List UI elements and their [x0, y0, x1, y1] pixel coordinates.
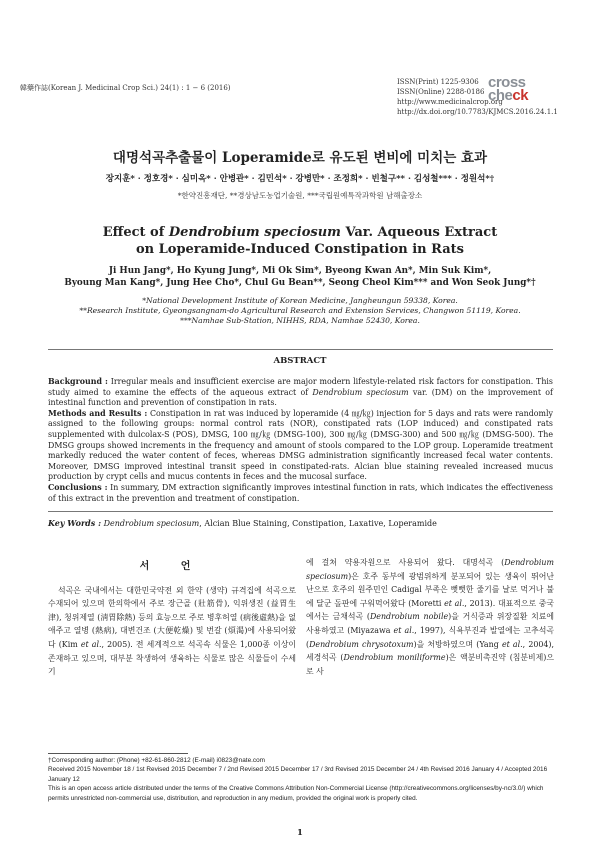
english-authors: Ji Hun Jang*, Ho Kyung Jung*, Mi Ok Sim*, Byeong Kwan An*, Min Suk Kim*, Byoung Man Kang*, Jung Hee Cho*, Chul Gu Bean**, Seong Cheol Kim*** and Won Seok Jung*†: [64, 266, 536, 288]
footnote-rule: [48, 753, 188, 754]
corresponding-author: †Corresponding author: (Phone) +82-61-860-2812 (E-mail) i0823@nate.com: [48, 757, 265, 764]
abstract-body: [48, 377, 553, 504]
intro-left-column: [48, 556, 296, 679]
english-affiliations: *National Development Institute of Korean Medicine, Jangheungun 59338, Korea. **Research Institute, Gyeongsangnam-do Agricultural Research and Extension Services, Changwon 51119, Korea. ***Namhae Sub-Station, NIHHS, RDA, Namhae 52430, Korea.: [79, 296, 521, 325]
issn-online: ISSN(Online) 2288-0186: [397, 88, 485, 96]
divider-top: [48, 349, 553, 350]
korean-authors: 장지훈* · 정호경* · 심미옥* · 안병관* · 김민석* · 강병만* · 조정희* · 빈철구** · 김성철*** · 정원석*†: [105, 174, 495, 184]
keywords: Key Words : Dendrobium speciosum, Alcian Blue Staining, Constipation, Laxative, Loperamide: [48, 518, 437, 528]
journal-url[interactable]: http://www.medicinalcrop.org: [397, 98, 503, 106]
logo-line2: check: [488, 87, 529, 104]
divider-bottom: [48, 511, 553, 512]
english-title: Effect of Dendrobium speciosum Var. Aqueous Extract on Loperamide-Induced Constipation in Rats: [102, 225, 498, 257]
intro-left-paragraph: 석곡은 국내에서는 대한민국약전 외 한약 (생약) 규격집에 석곡으로 수재되어 있으며 한의학에서 주로 장근골 (壯筋骨), 익위생진 (益胃生津), 청위제열 (淸胃除熱) 등의 효능으로 주로 병후허열 (病後虛熱)을 없애주고 열병 (熱病), 대변건조 (大便乾燥) 및 번갈 (煩渴)에 사용되어왔다 (Kim et al., 2005). 전 세계적으로 석곡속 식물은 1,000종 이상이 존재하고 있으며, 대부분 착생하여 생육하는 식물로 많은 식물들이 수세기: [48, 585, 297, 677]
species-name: Dendrobium speciosum: [168, 225, 341, 240]
abstract-methods: Methods and Results : Constipation in rat was induced by loperamide (4 ㎎/㎏) injection for 5 days and rats were randomly assigned to the following groups: normal control rats (NOR), constipated rats (LOP induced) and constipated rats supplemented with dulcolax-S (POS), DMSG, 100 ㎎/㎏ (DMSG-100), 300 ㎎/㎏ (DMSG-300) and 500 ㎎/㎏ (DMSG-500). The DMSG groups showed increments in the frequency and amount of stools compared to the LOP group. Loperamide treatment markedly reduced the water content of feces, whereas DMSG administration significantly increased fecal water contents. Moreover, DMSG improved intestinal transit speed in constipated-rats. Alcian blue staining revealed increased mucus production by crypt cells and mucus contents in feces and the mucosal surface.: [48, 408, 553, 482]
issn-print: ISSN(Print) 1225-9306: [397, 78, 479, 86]
abstract-conclusions: Conclusions : In summary, DM extraction significantly improves intestinal function in rats, which indicates the effectiveness of this extract in the prevention and treatment of constipation.: [48, 482, 553, 503]
footnote: [48, 756, 553, 803]
license-text: This is an open access article distributed under the terms of the Creative Commons Attribution Non-Commercial License (http://creativecommons.org/licenses/by-nc/3.0/) which permits unrestricted non-commercial use, distribution, and reproduction in any medium, provided the original work is properly cited.: [48, 785, 544, 802]
abstract-background: Background : Irregular meals and insufficient exercise are major modern lifestyle-related risk factors for constipation. This study aimed to examine the effects of the aqueous extract of Dendrobium speciosum var. (DM) on the improvement of intestinal function and prevention of constipation in rats.: [48, 377, 553, 408]
journal-citation: 韓藥作誌(Korean J. Medicinal Crop Sci.) 24(1) : 1 − 6 (2016): [20, 84, 231, 92]
page-number: 1: [297, 828, 303, 838]
intro-right-paragraph: 에 걸쳐 약용자원으로 사용되어 왔다. 대명석곡 (Dendrobium speciosum)은 호주 동부에 광범위하게 분포되어 있는 생육이 뛰어난 난으로 호주의 원주민인 Cadigal 부족은 뻣뻣한 줄기를 날로 먹거나 불에 달군 돌판에 구워먹어왔다 (Moretti et al., 2013). 대표적으로 중국에서는 금채석곡 (Dendrobium nobile)을 거식증과 위장질환 치료에 사용하였고 (Miyazawa et al., 1997), 식욕부진과 발열에는 고추석곡 (Dendrobium chrysotoxum)을 처방하였으며 (Yang et al., 2004), 세경석곡 (Dendrobium moniliforme)은 액분비촉진약 (침분비제)으로 사: [306, 558, 555, 676]
intro-heading: 서 언: [139, 561, 205, 572]
korean-title: 대명석곡추출물이 Loperamide로 유도된 변비에 미치는 효과: [112, 150, 488, 166]
crossmark-logo[interactable]: [488, 76, 578, 104]
received-dates: Received 2015 November 18 / 1st Revised 2015 December 7 / 2nd Revised 2015 December 17 / 3rd Revised 2015 December 24 / 4th Revised 2016 January 4 / Accepted 2016 January 12: [48, 766, 548, 783]
logo-line1: cross: [488, 74, 526, 91]
intro-right-column: [306, 556, 554, 678]
doi-link[interactable]: http://dx.doi.org/10.7783/KJMCS.2016.24.1.1: [397, 108, 558, 116]
korean-affiliation: *한약진흥재단, **경상남도농업기술원, ***국립원예특작과학원 남해출장소: [177, 191, 423, 200]
abstract-heading: ABSTRACT: [273, 356, 327, 366]
